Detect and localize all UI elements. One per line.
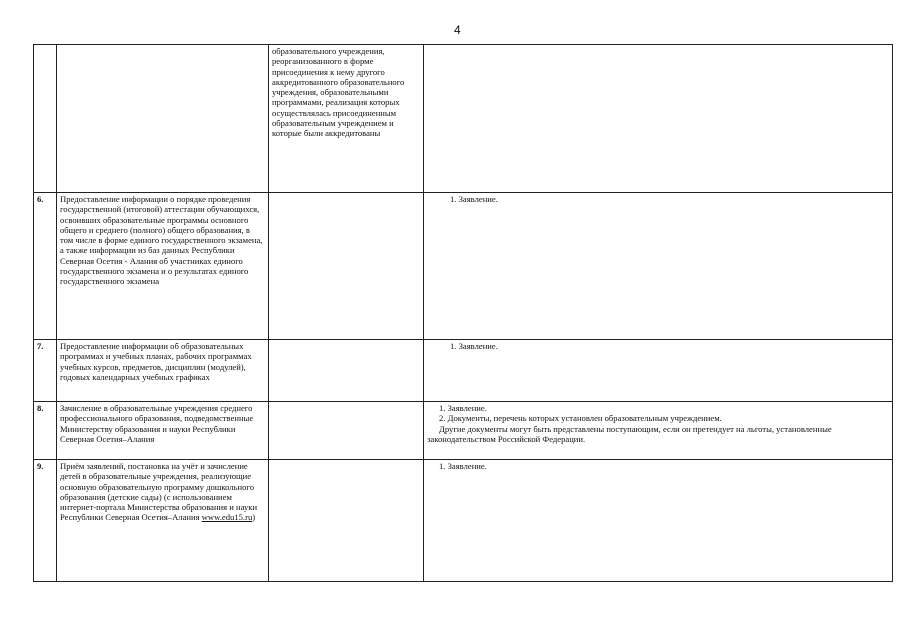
documents-cell [424,402,893,460]
table-row [34,402,893,460]
service-tail: ) [252,512,256,523]
documents-cell [424,45,893,193]
row-number: 8. [34,402,57,460]
documents-cell [424,340,893,402]
document-item: 1. Заявление. [439,461,487,471]
document-item: 1. Заявление. [450,194,498,204]
basis-cell [269,193,424,340]
document-item: 1. Заявление. [439,403,487,413]
row-number: 6. [34,193,57,340]
service-cell [57,460,269,582]
basis-cell [269,340,424,402]
row-number [34,45,57,193]
document-note: Другие документы могут быть представлены поступающим, если он претендует на льготы, установленные законодательством Российской Федерации. [427,423,832,444]
basis-cell [269,402,424,460]
documents-cell [424,460,893,582]
basis-cell: образовательного учреждения, реорганизованного в форме присоединения к нему другого аккредитованного образовательного учреждения, образовательными программами, реализация которых осуществлялась присоединенным образовательным учреждением и которые были аккредитованы [269,45,424,193]
service-cell [57,45,269,193]
services-table [33,44,893,582]
table-row [34,193,893,340]
basis-cell [269,460,424,582]
table-row [34,340,893,402]
document-item: 1. Заявление. [450,341,498,351]
documents-cell [424,193,893,340]
row-number: 9. [34,460,57,582]
row-number: 7. [34,340,57,402]
table-row [34,460,893,582]
service-text: Приём заявлений, постановка на учёт и зачисление детей в образовательные учреждения, реализующие основную образовательную программу дошкольного образования (детские сады) (с использованием интернет-портала Министерства образования и науки Республики Северная Осетия–Алания [60,461,258,523]
page-number: 4 [454,23,461,37]
table-row [34,45,893,193]
service-cell: Предоставление информации о порядке проведения государственной (итоговой) аттестации обучающихся, освоивших образовательные программы основного общего и среднего (полного) общего образования, в том числе в форме единого государственного экзамена, а также информации из баз данных Республики Северная Осетия - Алания об участниках единого государственного экзамена и о результатах единого государственного экзамена [57,193,269,340]
portal-link[interactable]: www.edu15.ru [201,512,253,523]
document-item: 2. Документы, перечень которых установлен образовательным учреждением. [439,413,722,424]
service-cell: Зачисление в образовательные учреждения среднего профессионального образования, подведомственные Министерству образования и науки Республики Северная Осетия–Алания [57,402,269,460]
service-cell: Предоставление информации об образовательных программах и учебных планах, рабочих программах учебных курсов, предметов, дисциплин (модулей), годовых календарных учебных графиках [57,340,269,402]
